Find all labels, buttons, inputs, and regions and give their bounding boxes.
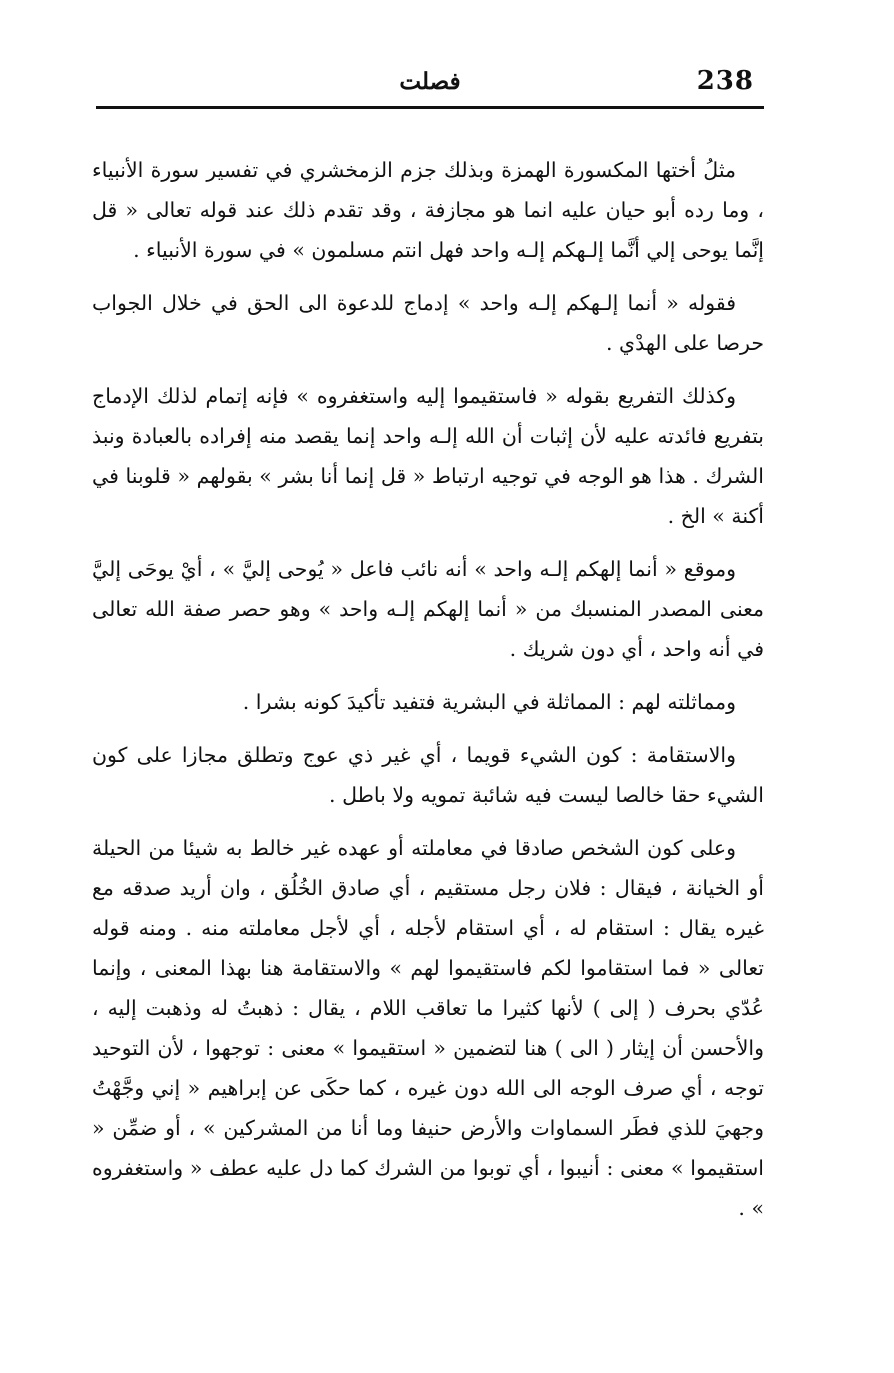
paragraph: فقوله « أنما إلـهكم إلـه واحد » إدماج للدعوة الى الحق في خلال الجواب حرصا على الهدْي . [92, 291, 764, 355]
page-number: 238 [696, 66, 754, 96]
paragraph: وعلى كون الشخص صادقا في معاملته أو عهده غير خالط به شيئا من الحيلة أو الخيانة ، فيقال : فلان رجل مستقيم ، أي صادق الخُلُق ، وان أريد صدقه مع غيره يقال : استقام له ، أي استقام لأجله ، أي لأجل معاملته منه . ومنه قوله تعالى « فما استقاموا لكم فاستقيموا لهم » والاستقامة هنا بهذا المعنى ، وإنما عُدّي بحرف ( إلى ) لأنها كثيرا ما تعاقب اللام ، يقال : ذهبتُ له وذهبت إليه ، والأحسن أن إيثار ( الى ) هنا لتضمين « استقيموا » معنى : توجهوا ، لأن التوحيد توجه ، أي صرف الوجه الى الله دون غيره ، كما حكَى عن إبراهيم « إني وجَّهْتُ وجهيَ للذي فطَر السماوات والأرض حنيفا وما أنا من المشركين » ، أو ضمِّن « استقيموا » معنى : أنيبوا ، أي توبوا من الشرك كما دل عليه عطف « واستغفروه » . [92, 836, 764, 1220]
paragraph: وكذلك التفريع بقوله « فاستقيموا إليه واستغفروه » فإنه إتمام لذلك الإدماج بتفريع فائدته عليه لأن إثبات أن الله إلـه واحد إنما يقصد منه إفراده بالعبادة ونبذ الشرك . هذا هو الوجه في توجيه ارتباط « قل إنما أنا بشر » بقولهم « قلوبنا في أكنة » الخ . [92, 384, 764, 528]
header-rule [96, 106, 764, 109]
paragraph: ومماثلته لهم : المماثلة في البشرية فتفيد تأكيدَ كونه بشرا . [242, 690, 736, 714]
paragraph: وموقع « أنما إلهكم إلـه واحد » أنه نائب فاعل « يُوحى إليَّ » ، أيْ يوحَى إليَّ معنى المصدر المنسبك من « أنما إلهكم إلـه واحد » وهو حصر صفة الله تعالى في أنه واحد ، أي دون شريك . [92, 557, 764, 661]
page-header [96, 58, 764, 102]
body-text [92, 150, 764, 1241]
running-title: فصلت [399, 68, 461, 95]
paragraph: والاستقامة : كون الشيء قويما ، أي غير ذي عوج وتطلق مجازا على كون الشيء حقا خالصا ليست فيه شائبة تمويه ولا باطل . [92, 743, 764, 807]
paragraph: مثلُ أختها المكسورة الهمزة وبذلك جزم الزمخشري في تفسير سورة الأنبياء ، وما رده أبو حيان عليه انما هو مجازفة ، وقد تقدم ذلك عند قوله تعالى « قل إنَّما يوحى إلي أنَّما إلـهكم إلـه واحد فهل انتم مسلمون » في سورة الأنبياء . [92, 158, 764, 262]
